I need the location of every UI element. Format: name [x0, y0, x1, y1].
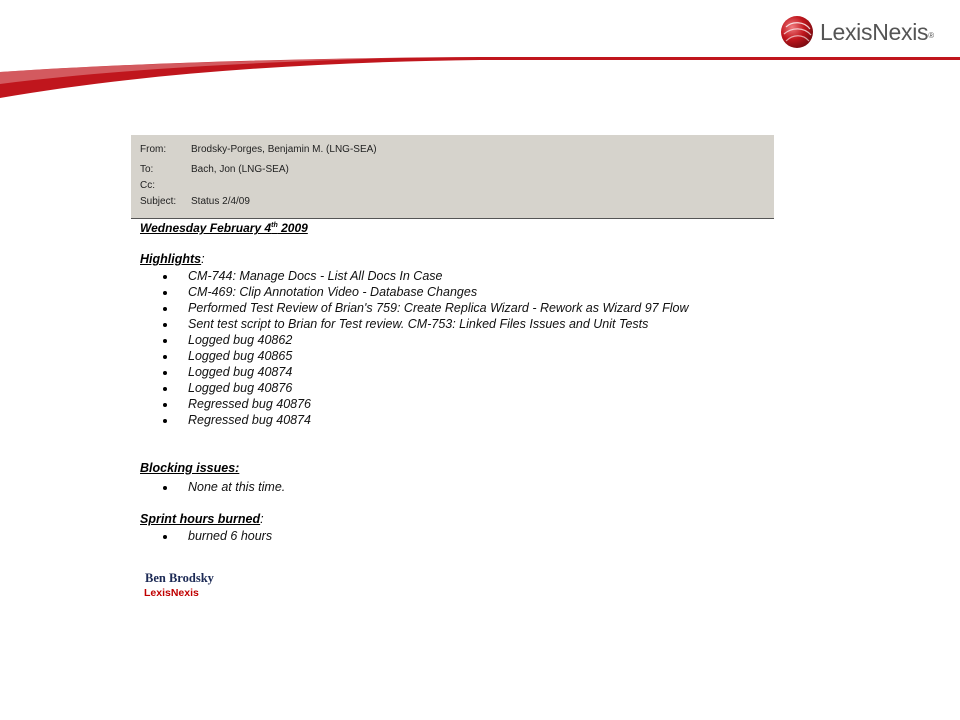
- subject-label: Subject:: [140, 196, 177, 207]
- sprint-hours-list: [160, 528, 272, 544]
- list-item: burned 6 hours: [160, 528, 272, 544]
- highlights-title: Highlights:: [140, 252, 205, 266]
- list-item: CM-469: Clip Annotation Video - Database Changes: [160, 284, 689, 300]
- list-item: CM-744: Manage Docs - List All Docs In Case: [160, 268, 689, 284]
- from-label: From:: [140, 144, 167, 155]
- sprint-hours-title: Sprint hours burned:: [140, 512, 264, 526]
- list-item: Logged bug 40862: [160, 332, 689, 348]
- logo-wordmark: LexisNexis®: [820, 18, 934, 45]
- cc-row: [140, 180, 191, 191]
- blocking-issues-list: [160, 479, 285, 495]
- lexisnexis-logo: [780, 14, 934, 50]
- list-item: None at this time.: [160, 479, 285, 495]
- list-item: Performed Test Review of Brian's 759: Create Replica Wizard - Rework as Wizard 97 Flow: [160, 300, 689, 316]
- signature-company: LexisNexis: [144, 587, 199, 599]
- list-item: Logged bug 40865: [160, 348, 689, 364]
- list-item: Logged bug 40876: [160, 380, 689, 396]
- from-row: [140, 144, 377, 155]
- list-item: Logged bug 40874: [160, 364, 689, 380]
- globe-logo-icon: [780, 15, 814, 49]
- list-item: Regressed bug 40874: [160, 412, 689, 428]
- to-label: To:: [140, 164, 154, 175]
- signature-name: Ben Brodsky: [145, 571, 214, 585]
- date-heading: Wednesday February 4th 2009: [140, 221, 308, 235]
- cc-label: Cc:: [140, 180, 155, 191]
- subject-row: [140, 196, 250, 207]
- subject-value: Status 2/4/09: [191, 196, 250, 207]
- email-header: [131, 135, 774, 219]
- to-value: Bach, Jon (LNG-SEA): [191, 164, 289, 175]
- list-item: Sent test script to Brian for Test review. CM-753: Linked Files Issues and Unit Tests: [160, 316, 689, 332]
- blocking-issues-title: Blocking issues:: [140, 461, 240, 475]
- to-row: [140, 164, 289, 175]
- from-value: Brodsky-Porges, Benjamin M. (LNG-SEA): [191, 144, 377, 155]
- highlights-list: [160, 268, 689, 428]
- list-item: Regressed bug 40876: [160, 396, 689, 412]
